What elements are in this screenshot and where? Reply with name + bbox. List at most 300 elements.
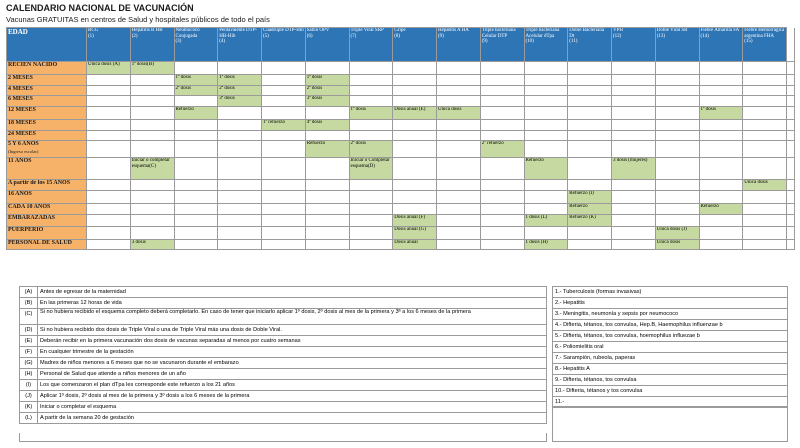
dose-cell	[437, 131, 481, 141]
footnote-row	[20, 358, 547, 369]
vaccine-header-6	[305, 28, 349, 62]
dose-cell	[218, 204, 262, 215]
dose-cell	[262, 215, 306, 227]
dose-cell	[349, 62, 393, 75]
dose-cell	[699, 75, 743, 86]
dose-cell	[480, 240, 524, 250]
dose-cell	[480, 158, 524, 180]
dose-cell	[393, 86, 437, 96]
footnote-key: (F)	[20, 347, 38, 358]
dose-cell	[524, 120, 568, 131]
dose-cell	[524, 96, 568, 107]
dose-cell	[349, 120, 393, 131]
age-label: 6 MESES	[8, 96, 33, 102]
dose-cell	[393, 141, 437, 158]
footnote-text: Si no hubiera recibido dos dosis de Triple Viral o una de Triple Viral más una dosis de Doble Viral.	[38, 325, 547, 336]
dose-cell	[568, 75, 612, 86]
vaccine-header-3	[174, 28, 218, 62]
dose-cell: Dosis anual (F)	[393, 215, 437, 227]
age-label: 5 Y 6 AÑOS	[8, 141, 39, 147]
footnote-key: (J)	[20, 391, 38, 402]
vaccine-number: (9)	[481, 39, 488, 44]
legend-item: 11.-	[553, 397, 788, 408]
age-sublabel: (Ingreso escolar)	[8, 149, 39, 154]
footnote-row	[20, 287, 547, 298]
vaccine-header-10	[480, 28, 524, 62]
dose-cell	[480, 204, 524, 215]
dose-cell	[655, 131, 699, 141]
table-row	[7, 96, 795, 107]
vaccine-number: (11)	[569, 39, 578, 44]
dose-cell	[568, 120, 612, 131]
dose-cell	[305, 240, 349, 250]
legend-row	[553, 386, 788, 397]
dose-cell	[130, 96, 174, 107]
dose-cell	[174, 240, 218, 250]
dose-cell	[218, 120, 262, 131]
page-subtitle: Vacunas GRATUITAS en centros de Salud y hospitales públicos de todo el país	[6, 15, 270, 24]
dose-cell	[655, 141, 699, 158]
age-label: EMBARAZADAS	[8, 215, 56, 221]
dose-cell	[218, 215, 262, 227]
row-end-cell	[787, 180, 795, 191]
dose-cell	[612, 227, 656, 240]
vaccine-name: Triple Viral SRP	[350, 28, 384, 33]
footnote-key: (E)	[20, 336, 38, 347]
row-end-cell	[787, 131, 795, 141]
legend-item: 8.- Hepatitis A	[553, 364, 788, 375]
legend-item: 2.- Hepatitis	[553, 298, 788, 309]
disease-legend-table	[552, 286, 788, 408]
dose-cell	[130, 180, 174, 191]
age-cell	[7, 86, 87, 96]
footnote-row	[20, 336, 547, 347]
dose-cell	[743, 75, 787, 86]
legend-row	[553, 309, 788, 320]
vaccine-header-14	[655, 28, 699, 62]
dose-cell	[349, 191, 393, 204]
table-row	[7, 191, 795, 204]
dose-cell	[743, 107, 787, 120]
dose-cell	[130, 191, 174, 204]
dose-cell	[262, 107, 306, 120]
dose-cell	[130, 120, 174, 131]
dose-cell: Refuerzo	[305, 141, 349, 158]
dose-cell	[262, 180, 306, 191]
row-end-cell	[787, 86, 795, 96]
dose-cell	[174, 62, 218, 75]
dose-cell	[655, 96, 699, 107]
dose-cell	[699, 180, 743, 191]
dose-cell	[612, 62, 656, 75]
dose-cell	[655, 215, 699, 227]
dose-cell	[612, 96, 656, 107]
dose-cell	[437, 75, 481, 86]
footnote-row	[20, 413, 547, 424]
vaccine-number: (8)	[394, 33, 401, 39]
dose-cell	[524, 227, 568, 240]
age-cell	[7, 141, 87, 158]
dose-cell: 3 dosis	[130, 240, 174, 250]
age-cell	[7, 180, 87, 191]
dose-cell	[612, 191, 656, 204]
dose-cell	[743, 86, 787, 96]
dose-cell	[87, 158, 131, 180]
dose-cell	[349, 227, 393, 240]
dose-cell	[349, 180, 393, 191]
vaccine-header-9	[437, 28, 481, 62]
dose-cell	[480, 120, 524, 131]
legend-item: 1.- Tuberculosis (formas invasivas)	[553, 287, 788, 298]
dose-cell	[612, 75, 656, 86]
age-label: RECIÉN NACIDO	[8, 62, 58, 68]
dose-cell	[87, 120, 131, 131]
dose-cell	[699, 96, 743, 107]
dose-cell	[655, 204, 699, 215]
footnote-row	[20, 347, 547, 358]
table-row	[7, 158, 795, 180]
dose-cell	[699, 191, 743, 204]
dose-cell: 2º refuerzo	[480, 141, 524, 158]
dose-cell	[524, 86, 568, 96]
dose-cell	[218, 240, 262, 250]
dose-cell: Dosis anual	[393, 240, 437, 250]
dose-cell	[480, 131, 524, 141]
dose-cell: Refuerzo	[568, 204, 612, 215]
footnotes-end-cell	[19, 433, 547, 442]
dose-cell	[568, 227, 612, 240]
legend-item: 10.- Difteria, tétanos y tos convulsa	[553, 386, 788, 397]
dose-cell	[612, 180, 656, 191]
table-row	[7, 107, 795, 120]
dose-cell	[699, 240, 743, 250]
vaccination-calendar-table	[6, 27, 795, 250]
dose-cell	[130, 227, 174, 240]
dose-cell	[743, 120, 787, 131]
dose-cell	[568, 107, 612, 120]
vaccine-name: Doble Viral SR	[656, 28, 688, 33]
dose-cell	[743, 227, 787, 240]
dose-cell	[480, 62, 524, 75]
dose-cell	[305, 215, 349, 227]
dose-cell: 2ª dosis	[174, 86, 218, 96]
dose-cell	[87, 227, 131, 240]
legend-empty-box	[552, 406, 788, 442]
dose-cell: 1ª dosis	[349, 107, 393, 120]
vaccine-name: Fiebre Amarilla FA	[700, 28, 740, 33]
table-row	[7, 141, 795, 158]
dose-cell	[393, 62, 437, 75]
dose-cell	[524, 75, 568, 86]
legend-item: 7.- Sarampión, rubeola, paperas	[553, 353, 788, 364]
dose-cell	[218, 62, 262, 75]
vaccine-name: Pentavalente DTP-HB-Hib	[219, 28, 258, 39]
age-cell	[7, 131, 87, 141]
dose-cell	[349, 86, 393, 96]
footnote-key: (H)	[20, 369, 38, 380]
vaccine-number: (5)	[263, 33, 269, 39]
header-end-cell	[787, 28, 795, 62]
row-end-cell	[787, 107, 795, 120]
dose-cell	[130, 141, 174, 158]
dose-cell	[480, 191, 524, 204]
dose-cell	[743, 191, 787, 204]
dose-cell	[174, 96, 218, 107]
dose-cell	[568, 180, 612, 191]
dose-cell: Única dosis	[655, 240, 699, 250]
vaccine-header-1	[87, 28, 131, 62]
table-row	[7, 62, 795, 75]
dose-cell	[305, 131, 349, 141]
row-end-cell	[787, 215, 795, 227]
dose-cell	[743, 62, 787, 75]
age-cell	[7, 191, 87, 204]
dose-cell	[699, 158, 743, 180]
dose-cell: Refuerzo	[174, 107, 218, 120]
footnote-text: A partir de la semana 20 de gestación	[38, 413, 547, 424]
vaccine-name: Sabin OPV	[306, 28, 330, 33]
vaccine-name: Hepatitis B HB	[131, 28, 163, 33]
vaccine-number: (2)	[131, 33, 138, 39]
dose-cell	[305, 204, 349, 215]
dose-cell	[218, 180, 262, 191]
dose-cell: 3ª dosis	[218, 96, 262, 107]
vaccine-name: Triple bacteriana Acelular dTpa	[525, 28, 560, 39]
dose-cell	[568, 158, 612, 180]
footnote-row	[20, 369, 547, 380]
dose-cell	[699, 227, 743, 240]
footnote-text: Si no hubiera recibido el esquema completo deberá completarlo. En caso de tener que iniciarlo aplicar 1º dosis, 2º dosis al mes de la primera y 3ª a los 6 meses de la primera	[38, 309, 547, 325]
dose-cell	[262, 227, 306, 240]
vaccine-number: (12)	[613, 33, 622, 39]
table-row	[7, 227, 795, 240]
dose-cell	[524, 180, 568, 191]
table-row	[7, 180, 795, 191]
dose-cell: Iniciar o Completar esquema(D)	[349, 158, 393, 180]
vaccine-name: Gripe	[394, 28, 406, 33]
age-label: PUERPERIO	[8, 227, 44, 233]
legend-row	[553, 364, 788, 375]
age-label: 24 MESES	[8, 131, 36, 137]
row-end-cell	[787, 75, 795, 86]
dose-cell	[699, 141, 743, 158]
footnote-text: En las primeras 12 horas de vida	[38, 298, 547, 309]
dose-cell	[568, 131, 612, 141]
dose-cell: 2ª dosis	[305, 86, 349, 96]
dose-cell	[437, 96, 481, 107]
legend-item: 9.- Difteria, tétanos, tos convulsa	[553, 375, 788, 386]
footnote-text: Antes de egresar de la maternidad	[38, 287, 547, 298]
dose-cell	[262, 86, 306, 96]
dose-cell	[437, 191, 481, 204]
dose-cell	[568, 96, 612, 107]
legend-row	[553, 353, 788, 364]
dose-cell	[437, 158, 481, 180]
vaccine-header-15	[699, 28, 743, 62]
table-row	[7, 120, 795, 131]
dose-cell	[262, 158, 306, 180]
legend-row	[553, 287, 788, 298]
table-header-row	[7, 28, 795, 62]
dose-cell	[87, 75, 131, 86]
dose-cell	[262, 141, 306, 158]
dose-cell	[393, 131, 437, 141]
dose-cell	[393, 180, 437, 191]
dose-cell	[130, 204, 174, 215]
vaccine-number: (1)	[88, 33, 94, 39]
dose-cell: 1ª dosis	[699, 107, 743, 120]
dose-cell	[262, 204, 306, 215]
dose-cell	[174, 204, 218, 215]
age-cell	[7, 158, 87, 180]
dose-cell: 3 dosis (mujeres)	[612, 158, 656, 180]
dose-cell	[262, 96, 306, 107]
age-cell	[7, 75, 87, 86]
dose-cell	[568, 240, 612, 250]
dose-cell	[305, 191, 349, 204]
table-row	[7, 75, 795, 86]
dose-cell	[218, 107, 262, 120]
dose-cell	[393, 75, 437, 86]
dose-cell	[218, 191, 262, 204]
row-end-cell	[787, 120, 795, 131]
dose-cell	[699, 86, 743, 96]
dose-cell: 1 dosis (L)	[524, 215, 568, 227]
dose-cell	[655, 107, 699, 120]
dose-cell	[393, 204, 437, 215]
vaccine-number: (13)	[656, 33, 666, 39]
dose-cell	[568, 141, 612, 158]
vaccine-number: (3)	[175, 39, 182, 44]
dose-cell	[262, 75, 306, 86]
dose-cell	[130, 215, 174, 227]
dose-cell	[393, 120, 437, 131]
dose-cell	[524, 131, 568, 141]
age-cell	[7, 96, 87, 107]
dose-cell	[218, 227, 262, 240]
dose-cell	[655, 62, 699, 75]
footnote-text: Los que comenzaron el plan dTpa les corresponde este refuerzo a los 21 años	[38, 380, 547, 391]
dose-cell	[480, 75, 524, 86]
vaccine-number: (7)	[350, 33, 357, 39]
footnote-key: (D)	[20, 325, 38, 336]
dose-cell	[437, 227, 481, 240]
vaccine-name: Triple bacteriana Celular DTP	[481, 28, 516, 39]
dose-cell	[437, 240, 481, 250]
table-row	[7, 240, 795, 250]
vaccine-header-12	[568, 28, 612, 62]
dose-cell	[349, 96, 393, 107]
dose-cell	[305, 227, 349, 240]
footnote-text: Deberán recibir en la primera vacunación dos dosis de vacunas separadas al menos por cuatro semanas	[38, 336, 547, 347]
row-end-cell	[787, 204, 795, 215]
dose-cell	[612, 215, 656, 227]
dose-cell	[743, 215, 787, 227]
age-label: 12 MESES	[8, 107, 36, 113]
dose-cell	[349, 131, 393, 141]
dose-cell	[743, 141, 787, 158]
dose-cell	[174, 180, 218, 191]
dose-cell	[743, 96, 787, 107]
footnote-key: (A)	[20, 287, 38, 298]
footnote-key: (K)	[20, 402, 38, 413]
dose-cell	[174, 120, 218, 131]
dose-cell	[262, 191, 306, 204]
age-cell	[7, 215, 87, 227]
dose-cell	[174, 158, 218, 180]
dose-cell	[87, 240, 131, 250]
dose-cell	[87, 131, 131, 141]
row-end-cell	[787, 240, 795, 250]
dose-cell	[174, 215, 218, 227]
footnote-key: (G)	[20, 358, 38, 369]
legend-row	[553, 298, 788, 309]
legend-row	[553, 320, 788, 331]
dose-cell	[480, 215, 524, 227]
footnote-row	[20, 298, 547, 309]
vaccine-number: (6)	[306, 33, 313, 39]
table-row	[7, 215, 795, 227]
dose-cell: Refuerzo	[699, 204, 743, 215]
dose-cell	[480, 227, 524, 240]
legend-item: 5.- Difteria, tétanos, tos convulsa, hoemophilus influezae b	[553, 331, 788, 342]
dose-cell	[612, 240, 656, 250]
dose-cell	[612, 86, 656, 96]
age-cell	[7, 120, 87, 131]
footnote-text: Iniciar o completar el esquema	[38, 402, 547, 413]
footnote-text: Aplicar 1º dosis, 2º dosis al mes de la primera y 3º dosis a los 6 meses de la primera	[38, 391, 547, 402]
dose-cell	[174, 141, 218, 158]
dose-cell	[524, 107, 568, 120]
age-label: 2 MESES	[8, 75, 33, 81]
age-cell	[7, 204, 87, 215]
dose-cell	[87, 86, 131, 96]
dose-cell	[349, 215, 393, 227]
dose-cell	[393, 191, 437, 204]
row-end-cell	[787, 141, 795, 158]
dose-cell	[218, 141, 262, 158]
age-label: 11 AÑOS	[8, 158, 32, 164]
vaccine-name: Cuádruple DTP-Hib	[263, 28, 304, 33]
dose-cell	[262, 62, 306, 75]
dose-cell	[743, 158, 787, 180]
table-row	[7, 131, 795, 141]
legend-row	[553, 342, 788, 353]
dose-cell: Única dosis	[743, 180, 787, 191]
age-cell	[7, 227, 87, 240]
footnote-row	[20, 380, 547, 391]
legend-row	[553, 375, 788, 386]
dose-cell	[130, 131, 174, 141]
dose-cell	[480, 180, 524, 191]
edad-header: EDAD	[7, 28, 87, 62]
dose-cell	[655, 191, 699, 204]
dose-cell	[87, 180, 131, 191]
dose-cell: Única dosis (J)	[655, 227, 699, 240]
dose-cell: 1ª dosis(B)	[130, 62, 174, 75]
dose-cell	[130, 75, 174, 86]
dose-cell	[612, 141, 656, 158]
age-label: 16 AÑOS	[8, 191, 32, 197]
dose-cell	[524, 141, 568, 158]
dose-cell	[612, 120, 656, 131]
dose-cell: Única dosis (A)	[87, 62, 131, 75]
dose-cell	[743, 204, 787, 215]
dose-cell: Refuerzo	[524, 158, 568, 180]
footnote-key: (C)	[20, 309, 38, 325]
table-row	[7, 86, 795, 96]
vaccine-header-4	[218, 28, 262, 62]
